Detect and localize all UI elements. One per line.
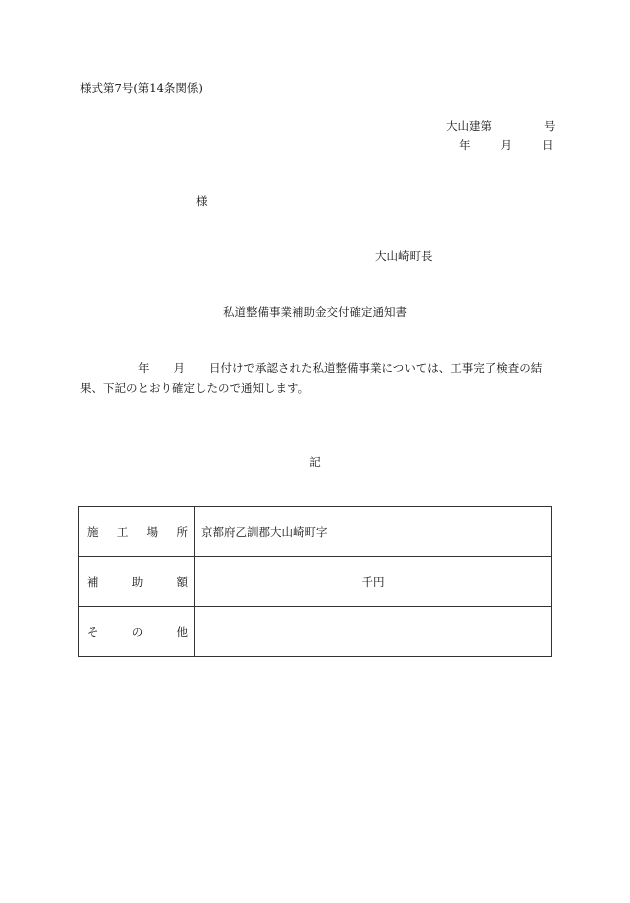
body-month: 月 bbox=[173, 361, 185, 375]
row-label-other bbox=[79, 607, 195, 657]
reference-suffix: 号 bbox=[544, 119, 556, 133]
record-mark: 記 bbox=[309, 455, 321, 469]
row-label-subsidy-amount bbox=[79, 557, 195, 607]
sender: 大山崎町長 bbox=[375, 249, 433, 263]
table-row bbox=[79, 507, 552, 557]
label-char: 施 bbox=[87, 524, 99, 539]
form-number: 様式第7号(第14条関係) bbox=[80, 81, 203, 95]
details-table bbox=[78, 506, 552, 657]
label-char: 補 bbox=[87, 574, 99, 589]
label-char: 工 bbox=[116, 524, 129, 539]
body-year: 年 bbox=[138, 361, 150, 375]
date-month: 月 bbox=[500, 138, 512, 152]
recipient-suffix: 様 bbox=[196, 194, 208, 208]
document-title: 私道整備事業補助金交付確定通知書 bbox=[223, 305, 407, 319]
label-char: 所 bbox=[176, 524, 188, 539]
label-char: そ bbox=[87, 624, 99, 639]
row-value-construction-site: 京都府乙訓郡大山崎町字 bbox=[195, 507, 552, 557]
label-char: 場 bbox=[146, 524, 159, 539]
label-char: 額 bbox=[176, 574, 188, 589]
row-label-construction-site bbox=[79, 507, 195, 557]
label-char: 他 bbox=[176, 624, 188, 639]
table-row bbox=[79, 557, 552, 607]
row-value-subsidy-amount: 千円 bbox=[195, 557, 552, 607]
row-value-other bbox=[195, 607, 552, 657]
reference-number bbox=[446, 118, 556, 134]
body-text bbox=[80, 358, 552, 398]
body-content: 日付けで承認された私道整備事業については、工事完了検査の結果、下記のとおり確定したので通知します。 bbox=[80, 361, 543, 395]
date-year: 年 bbox=[459, 138, 471, 152]
reference-prefix: 大山建第 bbox=[446, 119, 492, 133]
label-char: の bbox=[131, 624, 144, 639]
date-line bbox=[459, 137, 554, 153]
label-char: 助 bbox=[131, 574, 144, 589]
table-row bbox=[79, 607, 552, 657]
date-day: 日 bbox=[542, 138, 554, 152]
